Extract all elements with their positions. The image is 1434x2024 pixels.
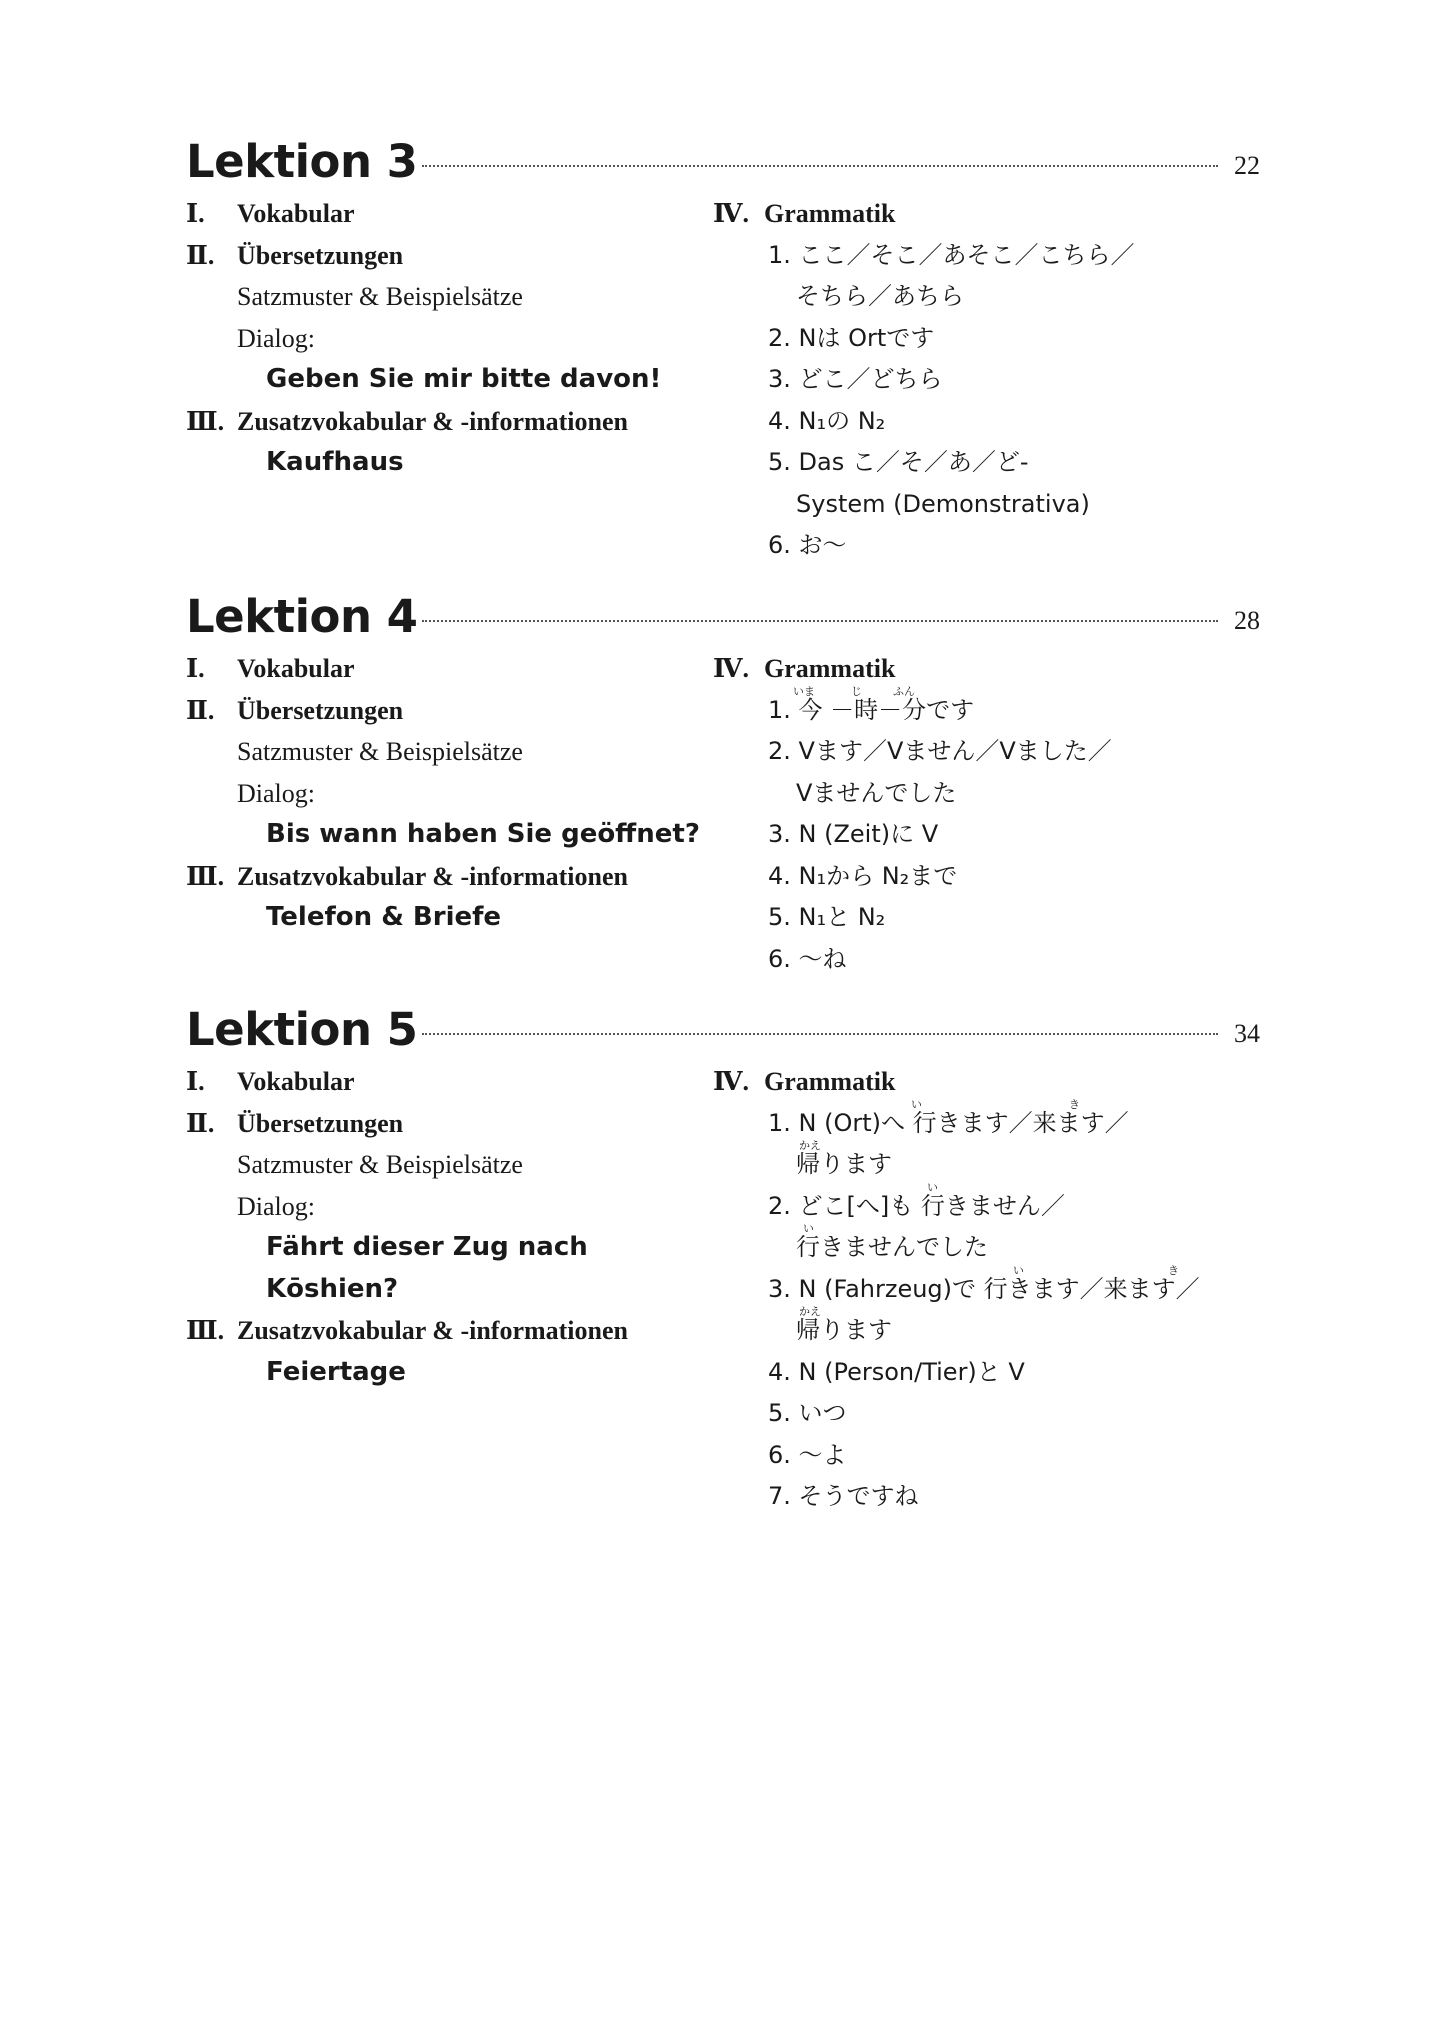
toc-item-grammatik[interactable] [713,193,1273,235]
toc-item-vokabular[interactable] [186,648,706,690]
page-number[interactable]: 28 [1234,606,1260,635]
toc-item-zusatzvokabular[interactable] [186,1310,706,1352]
section-label: Zusatzvokabular & -informationen [237,406,628,436]
grammar-item-continued: そちら／あちら [796,282,964,310]
roman-numeral: Ⅰ. [186,1067,205,1096]
toc-subitem-dialog[interactable]: Dialog: [237,1191,315,1221]
roman-numeral: Ⅱ. [186,240,215,270]
grammar-column [713,648,1273,980]
grammar-item[interactable]: 7. そうですね [768,1482,919,1510]
grammar-item[interactable] [713,1263,1273,1311]
section-label: Übersetzungen [237,1108,404,1138]
grammar-item[interactable]: 3. どこ／どちら [768,365,943,393]
lesson-3-entry [186,135,1260,559]
roman-numeral: Ⅳ. [713,199,750,228]
toc-item-zusatzvokabular[interactable] [186,856,706,898]
roman-numeral: Ⅲ. [186,406,225,436]
grammar-item-continued: Vませんでした [796,778,957,807]
section-label: Vokabular [237,199,355,228]
grammar-item[interactable]: 6. ～ね [768,944,847,973]
dialog-title-continued[interactable]: Kōshien? [266,1273,399,1304]
grammar-item-continued: System (Demonstrativa) [796,489,1090,518]
lesson-title[interactable]: Lektion 4 [186,590,418,643]
grammar-item[interactable]: 3. N (Zeit)に V [768,820,939,848]
dot-leader [422,1033,1218,1035]
grammar-item-text: 帰ります [796,1150,892,1178]
grammar-item[interactable]: 6. ～よ [768,1440,847,1469]
grammar-item[interactable]: 4. N₁の N₂ [768,406,886,435]
contents-left-column [186,648,706,939]
grammar-item-text: 2. どこ[へ]も 行きません／ [768,1191,1065,1220]
toc-item-grammatik[interactable] [713,648,1273,690]
furigana: かえ [799,1139,821,1152]
section-label: Vokabular [237,654,355,683]
toc-item-uebersetzungen[interactable] [186,1103,706,1145]
grammar-item-continued [713,1222,1273,1269]
section-label: Grammatik [764,199,896,228]
section-label: Zusatzvokabular & -informationen [237,1316,628,1345]
topic-title[interactable]: Feiertage [266,1356,406,1387]
grammar-item-continued [713,1139,1273,1186]
furigana: かえ [799,1305,821,1318]
contents-left-column [186,1061,706,1393]
furigana: き [1168,1263,1179,1277]
toc-subitem-satzmuster[interactable]: Satzmuster & Beispielsätze [237,282,523,311]
section-label: Grammatik [764,1067,896,1096]
topic-title[interactable]: Telefon & Briefe [266,902,502,932]
furigana: い [911,1097,922,1111]
toc-subitem-satzmuster[interactable]: Satzmuster & Beispielsätze [237,737,523,766]
toc-item-uebersetzungen[interactable] [186,690,706,732]
lesson-title[interactable]: Lektion 3 [186,135,418,188]
grammar-item-text: 1. 今 －時－分です [768,695,975,724]
furigana: き [1069,1097,1080,1111]
toc-item-vokabular[interactable] [186,1061,706,1103]
roman-numeral: Ⅳ. [713,654,750,683]
page-number[interactable]: 34 [1234,1019,1260,1048]
section-label: Übersetzungen [237,240,404,270]
furigana: いま [793,684,815,698]
toc-subitem-dialog[interactable]: Dialog: [237,323,315,353]
grammar-item[interactable]: 2. Nは Ortです [768,323,935,352]
roman-numeral: Ⅰ. [186,199,205,228]
lesson-title[interactable]: Lektion 5 [186,1003,418,1056]
topic-title[interactable]: Kaufhaus [266,447,404,477]
roman-numeral: Ⅲ. [186,861,225,891]
grammar-item-text: 帰ります [796,1316,892,1344]
furigana: い [803,1222,814,1235]
roman-numeral: Ⅱ. [186,695,215,725]
toc-item-uebersetzungen[interactable] [186,235,706,277]
contents-left-column [186,193,706,484]
grammar-item[interactable]: 4. N (Person/Tier)と V [768,1357,1025,1386]
dialog-title[interactable]: Fährt dieser Zug nach [266,1232,588,1262]
grammar-item[interactable]: 1. ここ／そこ／あそこ／こちら／ [768,240,1135,269]
page-number[interactable]: 22 [1234,151,1260,180]
grammar-item-text: 行きませんでした [796,1233,988,1261]
toc-item-grammatik[interactable] [713,1061,1273,1103]
dialog-title[interactable]: Bis wann haben Sie geöffnet? [266,819,700,849]
grammar-item[interactable]: 6. お～ [768,531,847,559]
grammar-item[interactable]: 2. Vます／Vません／Vました／ [768,737,1112,765]
section-label: Zusatzvokabular & -informationen [237,861,628,891]
grammar-column [713,1061,1273,1518]
section-label: Vokabular [237,1067,355,1096]
furigana: い [1013,1263,1024,1277]
grammar-item[interactable]: 4. N₁から N₂まで [768,861,958,890]
roman-numeral: Ⅲ. [186,1316,225,1345]
grammar-item-text: 1. N (Ort)へ 行きます／来ます／ [768,1108,1129,1137]
toc-item-vokabular[interactable] [186,193,706,235]
roman-numeral: Ⅰ. [186,654,205,683]
grammar-item[interactable]: 5. いつ [768,1399,847,1427]
lesson-5-entry [186,1003,1260,1510]
grammar-item[interactable]: 5. Das こ／そ／あ／ど- [768,448,1029,476]
toc-item-zusatzvokabular[interactable] [186,401,706,443]
dot-leader [422,165,1218,167]
roman-numeral: Ⅱ. [186,1108,215,1138]
grammar-column [713,193,1273,567]
grammar-item-continued [713,1305,1273,1352]
section-label: Grammatik [764,654,896,683]
furigana: じ [851,684,862,698]
grammar-item[interactable] [713,1097,1273,1145]
roman-numeral: Ⅳ. [713,1067,750,1096]
furigana: い [927,1180,938,1194]
grammar-item[interactable]: 5. N₁と N₂ [768,903,886,931]
furigana: ふん [893,684,915,698]
toc-subitem-satzmuster[interactable]: Satzmuster & Beispielsätze [237,1150,523,1179]
grammar-item-text: 3. N (Fahrzeug)で 行きます／来ます／ [768,1274,1200,1303]
lesson-4-entry [186,590,1260,973]
toc-subitem-dialog[interactable]: Dialog: [237,778,315,808]
grammar-item[interactable] [713,1180,1273,1228]
dot-leader [422,620,1218,622]
section-label: Übersetzungen [237,695,404,725]
grammar-item[interactable] [713,684,1273,732]
dialog-title[interactable]: Geben Sie mir bitte davon! [266,364,662,394]
